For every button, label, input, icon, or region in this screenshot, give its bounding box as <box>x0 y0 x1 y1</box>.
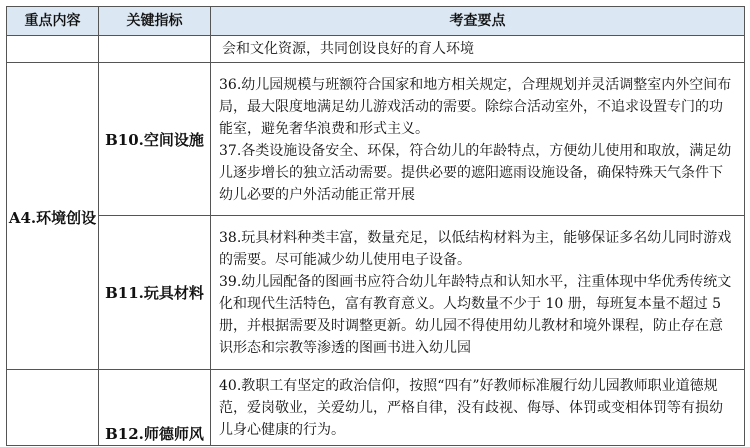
list-item <box>219 375 736 441</box>
item-text: 幼儿园规模与班额符合国家和地方相关规定，合理规划并灵活调整室内外空间布局，最大限度地满足幼儿游戏活动的需要。除综合活动室外，不追求设置专门的功能室，避免奢华浪费和形式主义。 <box>219 76 732 137</box>
continued-text: 会和文化资源，共同创设良好的育人环境 <box>222 41 474 57</box>
key-indicator-cell-b11 <box>99 216 211 370</box>
item-number: 38. <box>219 230 242 246</box>
key-indicator-cell-b12 <box>99 370 211 446</box>
item-number: 40. <box>219 378 242 394</box>
continued-row <box>7 36 745 63</box>
list-item <box>219 74 736 140</box>
evaluation-table <box>6 6 745 446</box>
table-row <box>7 63 745 216</box>
key-indicator-label-b12: B12.师德师风 <box>105 425 204 443</box>
blank-focus-cell <box>7 36 99 63</box>
blank-key-cell <box>99 36 211 63</box>
list-item <box>219 227 736 271</box>
check-points-cell-b12 <box>211 370 745 446</box>
check-points-cell-b11 <box>211 216 745 370</box>
item-text: 玩具材料种类丰富，数量充足，以低结构材料为主，能够保证多名幼儿同时游戏的需要。尽可能减少幼儿使用电子设备。 <box>219 230 732 268</box>
header-row <box>7 7 745 36</box>
check-points-cell-b10 <box>211 63 745 216</box>
table-body <box>7 36 745 446</box>
item-text: 幼儿园配备的图画书应符合幼儿年龄特点和认知水平，注重体现中华优秀传统文化和现代生活特色，富有教育意义。人均数量不少于 10 册，每班复本量不超过 5 册，并根据需要及时调整更新。幼儿园不得使用幼儿教材和境外课程，防止存在意识形态和宗教等渗透的图画书进入幼儿园 <box>219 274 732 356</box>
key-indicator-label-b11: B11.玩具材料 <box>105 284 204 302</box>
key-indicator-cell-b10 <box>99 63 211 216</box>
table-row <box>7 216 745 370</box>
focus-content-label: A4.环境创设 <box>8 209 97 227</box>
list-item <box>219 271 736 359</box>
item-number: 39. <box>219 274 242 290</box>
header-check-points: 考查要点 <box>211 7 745 36</box>
blank-focus-cell-bottom <box>7 370 99 446</box>
item-number: 36. <box>219 76 242 93</box>
table-header <box>7 7 745 36</box>
table-row <box>7 370 745 446</box>
continued-point-cell <box>211 36 745 63</box>
header-key-indicator: 关键指标 <box>99 7 211 36</box>
focus-content-cell <box>7 63 99 370</box>
item-number: 37. <box>219 142 242 159</box>
list-item <box>219 140 736 206</box>
item-text: 教职工有坚定的政治信仰，按照“四有”好教师标准履行幼儿园教师职业道德规范，爱岗敬业，关爱幼儿，严格自律，没有歧视、侮辱、体罚或变相体罚等有损幼儿身心健康的行为。 <box>219 378 723 438</box>
item-text: 各类设施设备安全、环保，符合幼儿的年龄特点，方便幼儿使用和取放，满足幼儿逐步增长的独立活动需要。提供必要的遮阳遮雨设施设备，确保特殊天气条件下幼儿必要的户外活动能正常开展 <box>219 142 732 203</box>
header-focus-content: 重点内容 <box>7 7 99 36</box>
key-indicator-label-b10: B10.空间设施 <box>105 130 204 149</box>
